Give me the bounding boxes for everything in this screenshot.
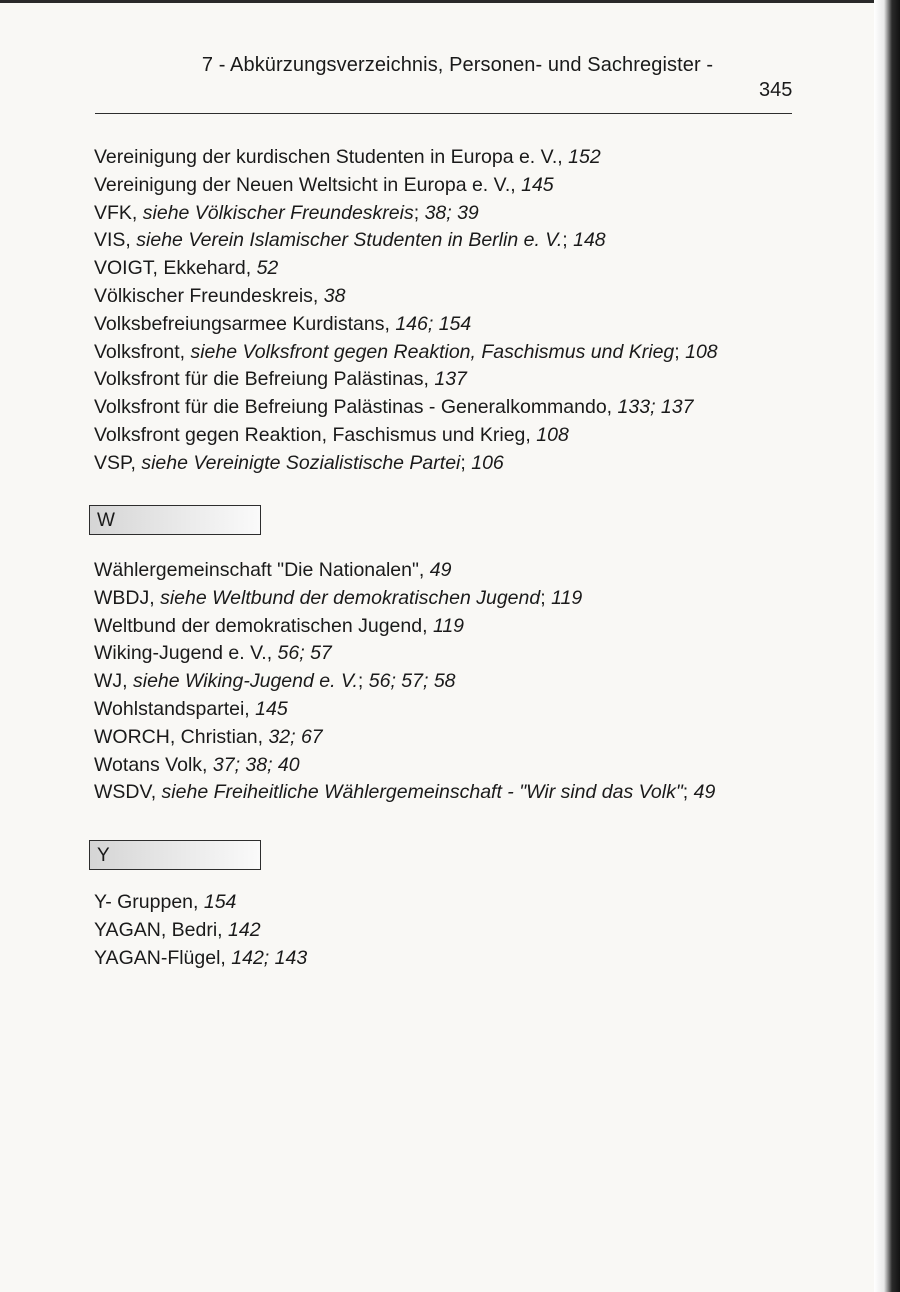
entry-cross-reference: siehe Wiking-Jugend e. V. bbox=[133, 670, 358, 693]
entry-cross-reference: siehe Weltbund der demokratischen Jugend bbox=[160, 586, 541, 609]
entry-pages: 49 bbox=[429, 559, 452, 581]
entry-term: Volksfront für die Befreiung Palästinas, bbox=[94, 368, 435, 391]
entry-pages: 145 bbox=[521, 173, 554, 196]
index-entry bbox=[94, 779, 715, 807]
index-entry bbox=[94, 752, 715, 780]
entry-term: Y- Gruppen, bbox=[94, 891, 204, 913]
index-entry bbox=[94, 945, 307, 973]
entry-term: Volksfront für die Befreiung Palästinas - Generalkommando, bbox=[94, 396, 618, 419]
index-entry bbox=[94, 422, 718, 450]
entry-pages: 152 bbox=[568, 146, 601, 168]
entry-term: Volksfront, bbox=[94, 340, 191, 363]
index-entry bbox=[94, 640, 715, 668]
entry-pages: 137 bbox=[434, 368, 467, 391]
entry-term: VOIGT, Ekkehard, bbox=[94, 257, 257, 280]
index-entry bbox=[94, 889, 307, 917]
index-entry bbox=[94, 255, 718, 283]
entry-term: Volksbefreiungsarmee Kurdistans, bbox=[94, 312, 396, 335]
entry-pages: 142 bbox=[228, 918, 261, 941]
entry-pages: 133; 137 bbox=[617, 396, 694, 419]
entry-pages: 37; 38; 40 bbox=[212, 753, 300, 776]
entry-pages: 148 bbox=[573, 229, 606, 252]
entry-term: VSP, bbox=[94, 451, 142, 474]
index-entry bbox=[94, 696, 715, 724]
entry-term: Vereinigung der kurdischen Studenten in Europa e. V., bbox=[94, 146, 569, 168]
entry-separator: ; bbox=[460, 451, 472, 474]
index-entry bbox=[94, 917, 307, 945]
top-edge-rule bbox=[0, 0, 900, 3]
entry-pages: 108 bbox=[685, 340, 718, 363]
index-block-y bbox=[94, 889, 307, 972]
entry-pages: 56; 57 bbox=[277, 642, 332, 665]
index-entry bbox=[94, 339, 718, 367]
entry-pages: 145 bbox=[255, 697, 288, 720]
entry-pages: 119 bbox=[432, 614, 465, 637]
index-entry bbox=[94, 366, 718, 394]
entry-separator: ; bbox=[674, 340, 686, 363]
entry-pages: 56; 57; 58 bbox=[368, 670, 456, 693]
entry-pages: 38; 39 bbox=[424, 201, 479, 224]
entry-term: YAGAN-Flügel, bbox=[94, 946, 232, 969]
entry-term: Vereinigung der Neuen Weltsicht in Europa e. V., bbox=[94, 173, 522, 196]
letter-heading-label: W bbox=[97, 510, 115, 531]
entry-term: VFK, bbox=[94, 201, 143, 224]
index-entry bbox=[94, 585, 715, 613]
entry-term: Völkischer Freundeskreis, bbox=[94, 284, 324, 307]
entry-pages: 52 bbox=[256, 257, 279, 280]
entry-cross-reference: siehe Völkischer Freundeskreis bbox=[142, 201, 414, 224]
entry-cross-reference: siehe Verein Islamischer Studenten in Berlin e. V. bbox=[136, 229, 563, 252]
letter-heading-y bbox=[89, 840, 261, 870]
entry-pages: 108 bbox=[536, 423, 569, 446]
entry-cross-reference: siehe Freiheitliche Wählergemeinschaft - "Wir sind das Volk" bbox=[161, 781, 683, 804]
index-entry bbox=[94, 172, 718, 200]
index-block-w bbox=[94, 557, 715, 807]
scan-binding-edge bbox=[874, 0, 900, 1292]
entry-pages: 106 bbox=[471, 451, 504, 474]
letter-heading-label: Y bbox=[97, 845, 110, 866]
entry-separator: ; bbox=[540, 586, 552, 609]
index-entry bbox=[94, 283, 718, 311]
entry-separator: ; bbox=[357, 670, 369, 693]
letter-heading-w bbox=[89, 505, 261, 535]
entry-separator: ; bbox=[413, 201, 425, 224]
entry-term: Wiking-Jugend e. V., bbox=[94, 642, 278, 665]
entry-separator: ; bbox=[682, 781, 694, 804]
entry-pages: 49 bbox=[693, 781, 716, 804]
entry-cross-reference: siehe Volksfront gegen Reaktion, Faschismus und Krieg bbox=[190, 340, 675, 363]
running-title: 7 - Abkürzungsverzeichnis, Personen- und Sachregister - bbox=[201, 54, 714, 76]
entry-term: WSDV, bbox=[94, 781, 162, 804]
index-entry bbox=[94, 311, 718, 339]
entry-term: Weltbund der demokratischen Jugend, bbox=[94, 614, 433, 637]
entry-cross-reference: siehe Vereinigte Sozialistische Partei bbox=[141, 451, 461, 474]
index-entry bbox=[94, 144, 718, 172]
entry-pages: 146; 154 bbox=[395, 312, 472, 335]
entry-term: VIS, bbox=[94, 229, 137, 252]
index-entry bbox=[94, 394, 718, 422]
header-rule bbox=[95, 113, 792, 114]
entry-term: WBDJ, bbox=[94, 586, 161, 609]
index-entry bbox=[94, 668, 715, 696]
entry-term: YAGAN, Bedri, bbox=[94, 918, 229, 941]
entry-pages: 119 bbox=[551, 586, 583, 609]
index-entry bbox=[94, 450, 718, 478]
entry-pages: 38 bbox=[323, 284, 346, 307]
index-entry bbox=[94, 724, 715, 752]
index-entry bbox=[94, 227, 718, 255]
entry-term: Wohlstandspartei, bbox=[94, 697, 256, 720]
entry-term: WJ, bbox=[94, 670, 133, 693]
index-block-v bbox=[94, 144, 718, 478]
entry-term: Volksfront gegen Reaktion, Faschismus und Krieg, bbox=[94, 423, 537, 446]
entry-pages: 142; 143 bbox=[231, 946, 308, 969]
entry-term: WORCH, Christian, bbox=[94, 725, 269, 748]
entry-pages: 154 bbox=[203, 891, 237, 913]
page-number: 345 bbox=[759, 79, 793, 101]
index-entry bbox=[94, 200, 718, 228]
index-entry bbox=[94, 613, 715, 641]
entry-pages: 32; 67 bbox=[268, 725, 323, 748]
entry-term: Wotans Volk, bbox=[94, 753, 213, 776]
entry-separator: ; bbox=[562, 229, 574, 252]
index-entry bbox=[94, 557, 715, 585]
entry-term: Wählergemeinschaft "Die Nationalen", bbox=[94, 559, 430, 581]
